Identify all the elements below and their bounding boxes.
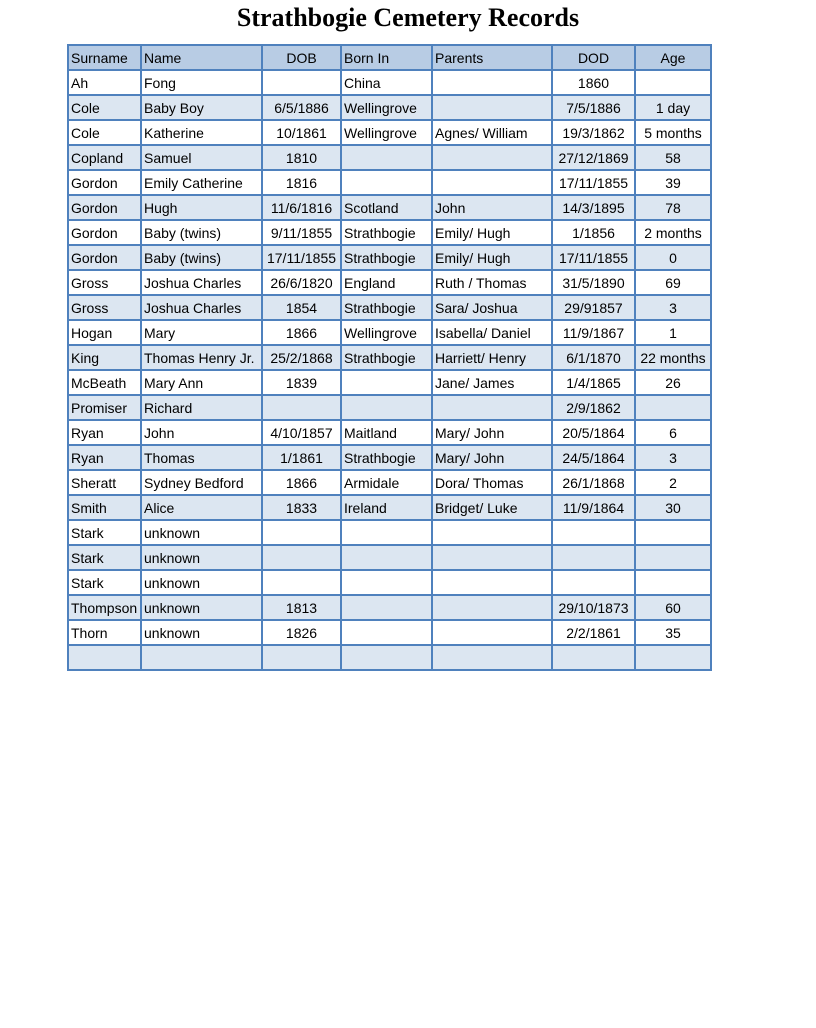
table-row (68, 345, 711, 370)
dod-cell: 2/2/1861 (552, 620, 635, 645)
age-cell (635, 520, 711, 545)
born-in-cell: Strathbogie (341, 445, 432, 470)
table-row (68, 70, 711, 95)
dob-cell: 10/1861 (262, 120, 341, 145)
dod-cell: 31/5/1890 (552, 270, 635, 295)
dod-cell (552, 570, 635, 595)
name-cell: Katherine (141, 120, 262, 145)
table-row (68, 470, 711, 495)
born-in-cell: Scotland (341, 195, 432, 220)
parents-cell (432, 95, 552, 120)
dob-cell: 25/2/1868 (262, 345, 341, 370)
table-row (68, 170, 711, 195)
age-cell (635, 395, 711, 420)
name-cell: Mary (141, 320, 262, 345)
dob-cell (262, 520, 341, 545)
page-title: Strathbogie Cemetery Records (236, 3, 580, 32)
dod-cell: 26/1/1868 (552, 470, 635, 495)
dob-cell: 1816 (262, 170, 341, 195)
dob-cell: 26/6/1820 (262, 270, 341, 295)
name-cell: Sydney Bedford (141, 470, 262, 495)
age-cell (635, 545, 711, 570)
name-cell: unknown (141, 520, 262, 545)
dod-cell (552, 645, 635, 670)
born-in-cell: China (341, 70, 432, 95)
born-in-cell: Ireland (341, 495, 432, 520)
column-header-parents: Parents (432, 45, 552, 70)
surname-cell: Thompson (68, 595, 141, 620)
dob-cell: 11/6/1816 (262, 195, 341, 220)
surname-cell: Stark (68, 520, 141, 545)
born-in-cell: Wellingrove (341, 320, 432, 345)
name-cell: Samuel (141, 145, 262, 170)
dob-cell: 4/10/1857 (262, 420, 341, 445)
age-cell: 5 months (635, 120, 711, 145)
name-cell (141, 645, 262, 670)
table-row (68, 295, 711, 320)
records-table (67, 44, 712, 671)
dod-cell: 7/5/1886 (552, 95, 635, 120)
name-cell: unknown (141, 620, 262, 645)
parents-cell (432, 520, 552, 545)
age-cell: 30 (635, 495, 711, 520)
surname-cell: Gordon (68, 170, 141, 195)
age-cell: 6 (635, 420, 711, 445)
table-row (68, 570, 711, 595)
dob-cell: 1833 (262, 495, 341, 520)
dod-cell: 6/1/1870 (552, 345, 635, 370)
born-in-cell: Wellingrove (341, 120, 432, 145)
dod-cell: 1/1856 (552, 220, 635, 245)
parents-cell (432, 570, 552, 595)
surname-cell: Gross (68, 295, 141, 320)
parents-cell (432, 545, 552, 570)
born-in-cell: England (341, 270, 432, 295)
born-in-cell (341, 595, 432, 620)
age-cell: 1 (635, 320, 711, 345)
born-in-cell (341, 645, 432, 670)
dob-cell (262, 545, 341, 570)
dod-cell: 20/5/1864 (552, 420, 635, 445)
dob-cell (262, 570, 341, 595)
table-row (68, 620, 711, 645)
age-cell: 39 (635, 170, 711, 195)
age-cell: 22 months (635, 345, 711, 370)
born-in-cell (341, 395, 432, 420)
name-cell: Fong (141, 70, 262, 95)
parents-cell: Sara/ Joshua (432, 295, 552, 320)
parents-cell: Bridget/ Luke (432, 495, 552, 520)
surname-cell: Cole (68, 120, 141, 145)
age-cell: 69 (635, 270, 711, 295)
parents-cell: Agnes/ William (432, 120, 552, 145)
born-in-cell (341, 570, 432, 595)
born-in-cell: Armidale (341, 470, 432, 495)
dob-cell: 1866 (262, 320, 341, 345)
parents-cell: Jane/ James (432, 370, 552, 395)
born-in-cell (341, 520, 432, 545)
dod-cell: 24/5/1864 (552, 445, 635, 470)
surname-cell: Smith (68, 495, 141, 520)
dod-cell: 1860 (552, 70, 635, 95)
born-in-cell: Wellingrove (341, 95, 432, 120)
dod-cell (552, 545, 635, 570)
parents-cell (432, 595, 552, 620)
dob-cell: 6/5/1886 (262, 95, 341, 120)
born-in-cell (341, 170, 432, 195)
parents-cell: Emily/ Hugh (432, 245, 552, 270)
name-cell: Baby Boy (141, 95, 262, 120)
table-row (68, 320, 711, 345)
parents-cell: Dora/ Thomas (432, 470, 552, 495)
age-cell: 3 (635, 445, 711, 470)
table-row (68, 120, 711, 145)
column-header-dob: DOB (262, 45, 341, 70)
dob-cell: 1866 (262, 470, 341, 495)
name-cell: unknown (141, 570, 262, 595)
surname-cell: Sheratt (68, 470, 141, 495)
parents-cell: Isabella/ Daniel (432, 320, 552, 345)
name-cell: Mary Ann (141, 370, 262, 395)
table-row (68, 520, 711, 545)
column-header-surname: Surname (68, 45, 141, 70)
parents-cell (432, 170, 552, 195)
name-cell: Baby (twins) (141, 245, 262, 270)
dob-cell (262, 645, 341, 670)
name-cell: Baby (twins) (141, 220, 262, 245)
born-in-cell: Strathbogie (341, 220, 432, 245)
table-row (68, 420, 711, 445)
dod-cell: 17/11/1855 (552, 170, 635, 195)
dod-cell: 17/11/1855 (552, 245, 635, 270)
table-row (68, 145, 711, 170)
born-in-cell: Strathbogie (341, 295, 432, 320)
born-in-cell: Strathbogie (341, 245, 432, 270)
dob-cell: 1813 (262, 595, 341, 620)
name-cell: unknown (141, 545, 262, 570)
name-cell: Joshua Charles (141, 270, 262, 295)
surname-cell: Stark (68, 545, 141, 570)
name-cell: Alice (141, 495, 262, 520)
born-in-cell (341, 370, 432, 395)
column-header-dod: DOD (552, 45, 635, 70)
dob-cell (262, 395, 341, 420)
name-cell: Thomas Henry Jr. (141, 345, 262, 370)
header-row (68, 45, 711, 70)
surname-cell: Thorn (68, 620, 141, 645)
dob-cell: 17/11/1855 (262, 245, 341, 270)
column-header-born-in: Born In (341, 45, 432, 70)
table-row (68, 220, 711, 245)
parents-cell: Mary/ John (432, 445, 552, 470)
records-body (68, 70, 711, 670)
age-cell: 35 (635, 620, 711, 645)
dod-cell (552, 520, 635, 545)
age-cell: 2 months (635, 220, 711, 245)
age-cell: 3 (635, 295, 711, 320)
name-cell: Joshua Charles (141, 295, 262, 320)
surname-cell: Promiser (68, 395, 141, 420)
table-row (68, 195, 711, 220)
age-cell (635, 70, 711, 95)
age-cell: 2 (635, 470, 711, 495)
table-row (68, 370, 711, 395)
dob-cell (262, 70, 341, 95)
parents-cell: Harriett/ Henry (432, 345, 552, 370)
parents-cell: Ruth / Thomas (432, 270, 552, 295)
table-row (68, 495, 711, 520)
age-cell: 60 (635, 595, 711, 620)
dod-cell: 27/12/1869 (552, 145, 635, 170)
table-row (68, 245, 711, 270)
surname-cell: Gross (68, 270, 141, 295)
parents-cell: Emily/ Hugh (432, 220, 552, 245)
parents-cell (432, 645, 552, 670)
age-cell (635, 570, 711, 595)
surname-cell: Gordon (68, 220, 141, 245)
dob-cell: 9/11/1855 (262, 220, 341, 245)
surname-cell (68, 645, 141, 670)
surname-cell: Ryan (68, 445, 141, 470)
dob-cell: 1854 (262, 295, 341, 320)
born-in-cell: Maitland (341, 420, 432, 445)
name-cell: Richard (141, 395, 262, 420)
parents-cell: Mary/ John (432, 420, 552, 445)
age-cell (635, 645, 711, 670)
age-cell: 1 day (635, 95, 711, 120)
surname-cell: King (68, 345, 141, 370)
column-header-age: Age (635, 45, 711, 70)
surname-cell: Cole (68, 95, 141, 120)
age-cell: 78 (635, 195, 711, 220)
table-row (68, 645, 711, 670)
surname-cell: Ah (68, 70, 141, 95)
surname-cell: Hogan (68, 320, 141, 345)
dob-cell: 1839 (262, 370, 341, 395)
dod-cell: 14/3/1895 (552, 195, 635, 220)
surname-cell: McBeath (68, 370, 141, 395)
name-cell: John (141, 420, 262, 445)
name-cell: Hugh (141, 195, 262, 220)
age-cell: 58 (635, 145, 711, 170)
name-cell: Thomas (141, 445, 262, 470)
born-in-cell: Strathbogie (341, 345, 432, 370)
column-header-name: Name (141, 45, 262, 70)
born-in-cell (341, 545, 432, 570)
dod-cell: 29/10/1873 (552, 595, 635, 620)
dob-cell: 1810 (262, 145, 341, 170)
dod-cell: 29/91857 (552, 295, 635, 320)
table-row (68, 595, 711, 620)
dod-cell: 19/3/1862 (552, 120, 635, 145)
parents-cell (432, 395, 552, 420)
dod-cell: 11/9/1864 (552, 495, 635, 520)
dod-cell: 11/9/1867 (552, 320, 635, 345)
name-cell: unknown (141, 595, 262, 620)
table-row (68, 95, 711, 120)
dod-cell: 1/4/1865 (552, 370, 635, 395)
age-cell: 26 (635, 370, 711, 395)
surname-cell: Gordon (68, 245, 141, 270)
parents-cell (432, 620, 552, 645)
table-row (68, 395, 711, 420)
surname-cell: Ryan (68, 420, 141, 445)
surname-cell: Copland (68, 145, 141, 170)
born-in-cell (341, 145, 432, 170)
dob-cell: 1/1861 (262, 445, 341, 470)
age-cell: 0 (635, 245, 711, 270)
dod-cell: 2/9/1862 (552, 395, 635, 420)
surname-cell: Gordon (68, 195, 141, 220)
parents-cell (432, 145, 552, 170)
name-cell: Emily Catherine (141, 170, 262, 195)
dob-cell: 1826 (262, 620, 341, 645)
parents-cell: John (432, 195, 552, 220)
born-in-cell (341, 620, 432, 645)
table-row (68, 545, 711, 570)
surname-cell: Stark (68, 570, 141, 595)
parents-cell (432, 70, 552, 95)
table-row (68, 270, 711, 295)
table-row (68, 445, 711, 470)
